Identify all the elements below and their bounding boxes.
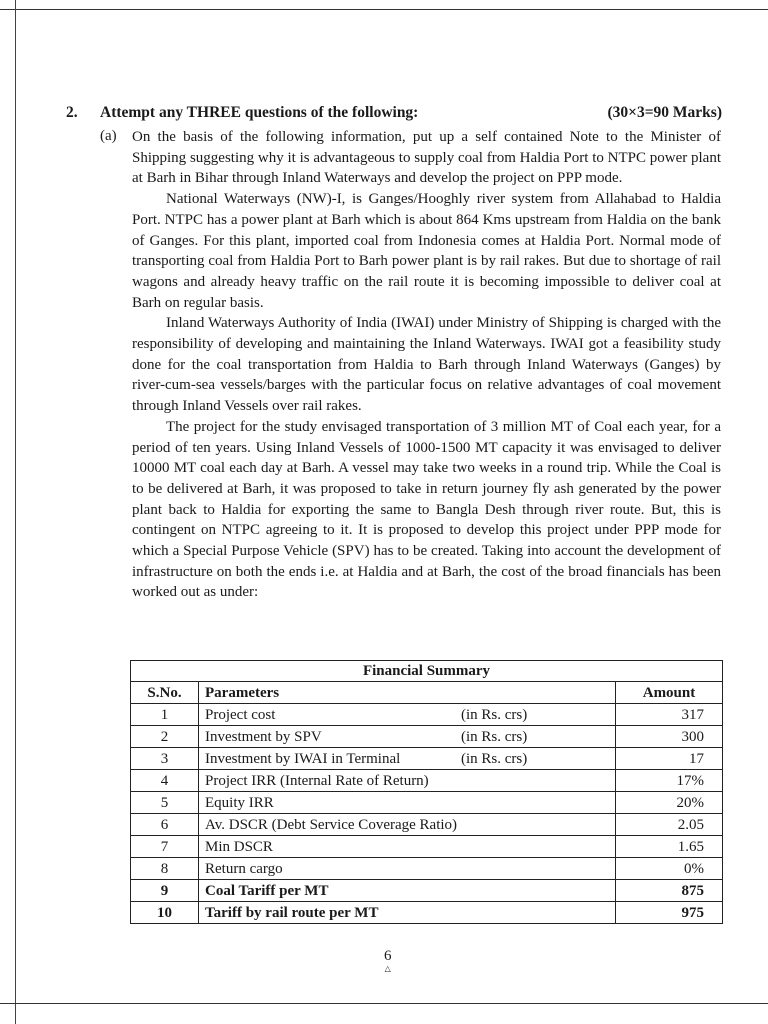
row-parameter (199, 704, 616, 726)
page-marker-triangle: △ (384, 964, 391, 973)
part-label: (a) (100, 128, 117, 144)
table-header-row (131, 682, 723, 704)
parameter-label: Project cost (205, 706, 276, 723)
row-amount: 2.05 (616, 814, 723, 836)
row-amount: 975 (616, 902, 723, 924)
row-sno: 8 (131, 858, 199, 880)
table-row (131, 792, 723, 814)
row-sno: 2 (131, 726, 199, 748)
row-parameter: Equity IRR (199, 792, 616, 814)
paragraph-project-study: The project for the study envisaged transportation of 3 million MT of Coal each year, for a period of ten years. Using Inland Vessels of 1000-1500 MT capacity it was envisaged to deliver 10000 MT coal each day at Barh. A vessel may take two weeks in a round trip. While the Coal is to be delivered at Barh, it was proposed to take in return journey fly ash generated by the power plant back to Haldia for exporting the same to Bangla Desh through river route. But, this is contingent on NTPC agreeing to it. It is proposed to develop this project under PPP mode for which a Special Purpose Vehicle (SPV) has to be created. Taking into account the development of infrastructure on both the ends i.e. at Haldia and at Barh, the cost of the broad financials has been worked out as under: (132, 418, 721, 601)
table-row (131, 748, 723, 770)
row-parameter: Min DSCR (199, 836, 616, 858)
row-sno: 5 (131, 792, 199, 814)
parameter-unit: (in Rs. crs) (461, 706, 528, 723)
header-parameters: Parameters (199, 682, 616, 704)
question-header (66, 104, 722, 124)
row-parameter: Tariff by rail route per MT (199, 902, 616, 924)
row-amount: 20% (616, 792, 723, 814)
question-number: 2. (66, 104, 78, 121)
row-sno: 1 (131, 704, 199, 726)
row-amount: 317 (616, 704, 723, 726)
row-parameter: Coal Tariff per MT (199, 880, 616, 902)
table-row (131, 726, 723, 748)
row-sno: 3 (131, 748, 199, 770)
question-marks: (30×3=90 Marks) (607, 104, 722, 121)
paragraph-iwai: Inland Waterways Authority of India (IWAI) under Ministry of Shipping is charged with the responsibility of developing and maintaining the Inland Waterways. IWAI got a feasibility study done for the coal transportation from Haldia to Barh through Inland Waterways (Ganges) by river-cum-sea vessels/barges with the particular focus on relative advantages of coal movement through Inland Vessels over rail rakes. (132, 315, 721, 415)
row-amount: 0% (616, 858, 723, 880)
financial-summary-table (130, 660, 723, 924)
table-row (131, 858, 723, 880)
header-sno: S.No. (131, 682, 199, 704)
row-parameter: Av. DSCR (Debt Service Coverage Ratio) (199, 814, 616, 836)
row-sno: 7 (131, 836, 199, 858)
page-number: 6 (384, 948, 392, 964)
parameter-label: Investment by IWAI in Terminal (205, 750, 401, 767)
question-body (132, 127, 721, 603)
row-sno: 9 (131, 880, 199, 902)
row-sno: 4 (131, 770, 199, 792)
table-row (131, 880, 723, 902)
table-row (131, 770, 723, 792)
bottom-rule (0, 1003, 768, 1004)
row-amount: 875 (616, 880, 723, 902)
row-sno: 6 (131, 814, 199, 836)
paragraph-instructions: On the basis of the following information, put up a self contained Note to the Minister of Shipping suggesting why it is advantageous to supply coal from Haldia Port to NTPC power plant at Barh in Bihar through Inland Waterways and develop the project on PPP mode. (132, 129, 721, 187)
row-parameter: Return cargo (199, 858, 616, 880)
row-amount: 17% (616, 770, 723, 792)
table-title-row (131, 661, 723, 682)
parameter-unit: (in Rs. crs) (461, 750, 528, 767)
row-parameter (199, 726, 616, 748)
paragraph-national-waterways: National Waterways (NW)-I, is Ganges/Hooghly river system from Allahabad to Haldia Port. NTPC has a power plant at Barh which is about 864 Kms upstream from Haldia on the bank of Ganges. For this plant, imported coal from Indonesia comes at Haldia Port. Normal mode of transporting coal from Haldia Port to Barh power plant is by rail rakes. But due to shortage of rail wagons and already heavy traffic on the rail route it is becoming impossible to deliver coal at Barh on regular basis. (132, 191, 721, 311)
page-number-block (384, 948, 392, 973)
table-title: Financial Summary (131, 661, 723, 682)
row-amount: 17 (616, 748, 723, 770)
row-parameter: Project IRR (Internal Rate of Return) (199, 770, 616, 792)
row-sno: 10 (131, 902, 199, 924)
row-amount: 1.65 (616, 836, 723, 858)
parameter-label: Investment by SPV (205, 728, 322, 745)
question-title: Attempt any THREE questions of the following: (100, 104, 419, 121)
left-margin-line (15, 0, 16, 1024)
row-amount: 300 (616, 726, 723, 748)
table-row (131, 836, 723, 858)
parameter-unit: (in Rs. crs) (461, 728, 528, 745)
top-rule (0, 9, 768, 10)
table-row (131, 902, 723, 924)
header-amount: Amount (616, 682, 723, 704)
row-parameter (199, 748, 616, 770)
table-row (131, 704, 723, 726)
table-row (131, 814, 723, 836)
